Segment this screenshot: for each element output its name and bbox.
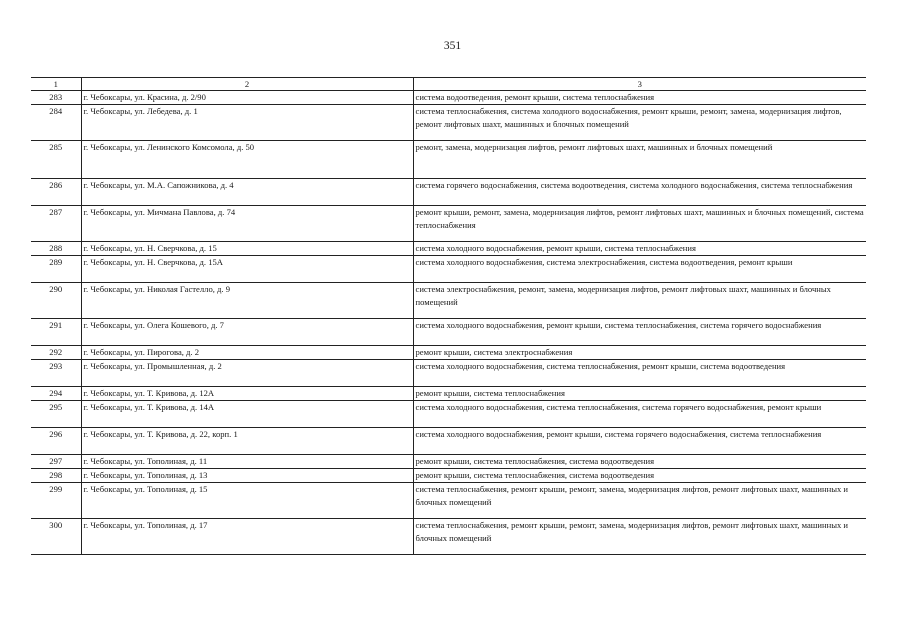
row-number: 288	[31, 242, 81, 256]
row-address: г. Чебоксары, ул. Т. Кривова, д. 22, корп. 1	[81, 428, 413, 455]
row-address: г. Чебоксары, ул. Н. Сверчкова, д. 15А	[81, 256, 413, 283]
table-row	[31, 387, 866, 401]
table-row	[31, 179, 866, 206]
table-row	[31, 346, 866, 360]
table-body	[31, 91, 866, 555]
row-number: 290	[31, 283, 81, 319]
row-number: 295	[31, 401, 81, 428]
works-table	[31, 77, 866, 555]
row-number: 292	[31, 346, 81, 360]
table-row	[31, 519, 866, 555]
table-row	[31, 283, 866, 319]
row-address: г. Чебоксары, ул. Пирогова, д. 2	[81, 346, 413, 360]
table-row	[31, 242, 866, 256]
row-address: г. Чебоксары, ул. Тополиная, д. 17	[81, 519, 413, 555]
table-row	[31, 455, 866, 469]
column-header-address: 2	[81, 78, 413, 91]
row-address: г. Чебоксары, ул. Тополиная, д. 11	[81, 455, 413, 469]
row-works: ремонт крыши, система теплоснабжения	[413, 387, 866, 401]
table-row	[31, 428, 866, 455]
row-works: система холодного водоснабжения, ремонт крыши, система теплоснабжения	[413, 242, 866, 256]
row-works: система теплоснабжения, система холодного водоснабжения, ремонт крыши, ремонт, замена, модернизация лифтов, ремонт лифтовых шахт, машинных и блочных помещений	[413, 105, 866, 141]
row-number: 294	[31, 387, 81, 401]
table-row	[31, 105, 866, 141]
row-number: 286	[31, 179, 81, 206]
row-number: 287	[31, 206, 81, 242]
row-address: г. Чебоксары, ул. Тополиная, д. 13	[81, 469, 413, 483]
row-works: система холодного водоснабжения, система электроснабжения, система водоотведения, ремонт крыши	[413, 256, 866, 283]
column-header-works: 3	[413, 78, 866, 91]
row-number: 297	[31, 455, 81, 469]
row-number: 283	[31, 91, 81, 105]
row-works: ремонт крыши, система теплоснабжения, система водоотведения	[413, 469, 866, 483]
row-address: г. Чебоксары, ул. Красина, д. 2/90	[81, 91, 413, 105]
row-works: система теплоснабжения, ремонт крыши, ремонт, замена, модернизация лифтов, ремонт лифтовых шахт, машинных и блочных помещений	[413, 483, 866, 519]
row-works: система теплоснабжения, ремонт крыши, ремонт, замена, модернизация лифтов, ремонт лифтовых шахт, машинных и блочных помещений	[413, 519, 866, 555]
row-number: 298	[31, 469, 81, 483]
row-works: система горячего водоснабжения, система водоотведения, система холодного водоснабжения, система теплоснабжения	[413, 179, 866, 206]
row-address: г. Чебоксары, ул. Олега Кошевого, д. 7	[81, 319, 413, 346]
table-row	[31, 360, 866, 387]
row-address: г. Чебоксары, ул. Лебедева, д. 1	[81, 105, 413, 141]
row-number: 289	[31, 256, 81, 283]
header-row	[31, 78, 866, 91]
row-number: 293	[31, 360, 81, 387]
row-works: система водоотведения, ремонт крыши, система теплоснабжения	[413, 91, 866, 105]
row-number: 291	[31, 319, 81, 346]
page-number: 351	[443, 40, 462, 52]
row-address: г. Чебоксары, ул. Т. Кривова, д. 12А	[81, 387, 413, 401]
row-number: 299	[31, 483, 81, 519]
row-works: система холодного водоснабжения, ремонт крыши, система горячего водоснабжения, система теплоснабжения	[413, 428, 866, 455]
row-address: г. Чебоксары, ул. Ленинского Комсомола, д. 50	[81, 141, 413, 179]
row-works: система электроснабжения, ремонт, замена, модернизация лифтов, ремонт лифтовых шахт, машинных и блочных помещений	[413, 283, 866, 319]
row-works: ремонт крыши, ремонт, замена, модернизация лифтов, ремонт лифтовых шахт, машинных и блочных помещений, система теплоснабжения	[413, 206, 866, 242]
row-works: система холодного водоснабжения, система теплоснабжения, система горячего водоснабжения, ремонт крыши	[413, 401, 866, 428]
table-header	[31, 78, 866, 91]
row-works: система холодного водоснабжения, ремонт крыши, система теплоснабжения, система горячего водоснабжения	[413, 319, 866, 346]
row-address: г. Чебоксары, ул. Тополиная, д. 15	[81, 483, 413, 519]
row-works: ремонт крыши, система электроснабжения	[413, 346, 866, 360]
table-row	[31, 401, 866, 428]
table-row	[31, 141, 866, 179]
row-number: 296	[31, 428, 81, 455]
row-works: ремонт, замена, модернизация лифтов, ремонт лифтовых шахт, машинных и блочных помещений	[413, 141, 866, 179]
row-address: г. Чебоксары, ул. М.А. Сапожникова, д. 4	[81, 179, 413, 206]
row-works: система холодного водоснабжения, система теплоснабжения, ремонт крыши, система водоотведения	[413, 360, 866, 387]
row-number: 284	[31, 105, 81, 141]
row-address: г. Чебоксары, ул. Т. Кривова, д. 14А	[81, 401, 413, 428]
table-row	[31, 256, 866, 283]
table-row	[31, 483, 866, 519]
column-header-number: 1	[31, 78, 81, 91]
row-address: г. Чебоксары, ул. Николая Гастелло, д. 9	[81, 283, 413, 319]
row-number: 285	[31, 141, 81, 179]
table-row	[31, 469, 866, 483]
row-address: г. Чебоксары, ул. Мичмана Павлова, д. 74	[81, 206, 413, 242]
row-works: ремонт крыши, система теплоснабжения, система водоотведения	[413, 455, 866, 469]
row-address: г. Чебоксары, ул. Н. Сверчкова, д. 15	[81, 242, 413, 256]
row-number: 300	[31, 519, 81, 555]
table-row	[31, 206, 866, 242]
row-address: г. Чебоксары, ул. Промышленная, д. 2	[81, 360, 413, 387]
table-row	[31, 91, 866, 105]
table-row	[31, 319, 866, 346]
